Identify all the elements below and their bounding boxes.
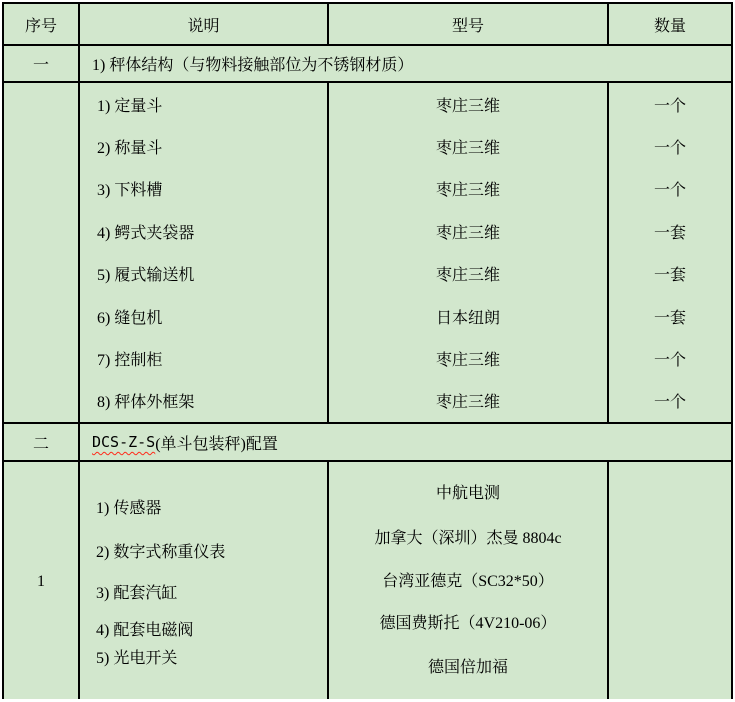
model-code-misspelled: DCS-Z-S xyxy=(92,433,156,451)
section1-serial-cell xyxy=(4,83,80,424)
row-one-description: 1) 秤体结构（与物料接触部位为不锈钢材质） xyxy=(80,46,731,83)
item-desc: 5) 光电开关 xyxy=(96,650,178,667)
item-model: 枣庄三维 xyxy=(435,267,500,285)
item-model: 德国倍加福 xyxy=(427,659,508,676)
item-qty: 一套 xyxy=(653,267,686,285)
item-desc: 1) 定量斗 xyxy=(97,97,163,115)
section1-description-cell xyxy=(80,83,329,424)
row-two-serial: 二 xyxy=(4,424,80,462)
section2-model-cell xyxy=(329,462,609,702)
item-model: 枣庄三维 xyxy=(435,182,500,200)
item-qty: 一个 xyxy=(653,97,686,115)
item-model: 加拿大（深圳）杰曼 8804c xyxy=(374,530,562,547)
item-desc: 6) 缝包机 xyxy=(97,309,163,327)
item-qty: 一个 xyxy=(653,182,686,200)
item-desc: 3) 下料槽 xyxy=(97,182,163,200)
row-two-description-text: (单斗包装秤)配置 xyxy=(155,435,278,453)
item-desc: 3) 配套汽缸 xyxy=(96,585,178,602)
item-desc: 2) 数字式称重仪表 xyxy=(96,544,226,561)
row-two-description xyxy=(80,424,731,462)
section2-description-cell xyxy=(80,462,329,702)
item-model: 中航电测 xyxy=(435,485,500,502)
equipment-spec-table xyxy=(2,2,733,702)
section2-quantity-cell xyxy=(609,462,731,702)
item-model: 枣庄三维 xyxy=(435,97,500,115)
item-model: 台湾亚德克（SC32*50） xyxy=(382,573,554,590)
item-desc: 7) 控制柜 xyxy=(97,351,163,369)
item-qty: 一个 xyxy=(653,351,686,369)
header-quantity: 数量 xyxy=(609,4,731,46)
item-model: 枣庄三维 xyxy=(435,394,500,412)
section1-quantity-cell xyxy=(609,83,731,424)
item-model: 枣庄三维 xyxy=(435,140,500,158)
item-desc: 1) 传感器 xyxy=(96,500,162,517)
section2-serial-cell: 1 xyxy=(4,462,80,702)
header-description: 说明 xyxy=(80,4,329,46)
item-qty: 一套 xyxy=(653,224,686,242)
section1-model-cell xyxy=(329,83,609,424)
item-desc: 5) 履式输送机 xyxy=(97,267,195,285)
item-qty: 一个 xyxy=(653,140,686,158)
item-desc: 8) 秤体外框架 xyxy=(97,394,195,412)
item-desc: 4) 鳄式夹袋器 xyxy=(97,224,195,242)
row-one-serial: 一 xyxy=(4,46,80,83)
item-model: 枣庄三维 xyxy=(435,351,500,369)
item-qty: 一个 xyxy=(653,394,686,412)
header-serial-no: 序号 xyxy=(4,4,80,46)
item-desc: 4) 配套电磁阀 xyxy=(96,622,194,639)
item-desc: 2) 称量斗 xyxy=(97,140,163,158)
item-model: 德国费斯托（4V210-06） xyxy=(379,615,557,632)
item-qty: 一套 xyxy=(653,309,686,327)
header-model: 型号 xyxy=(329,4,609,46)
item-model: 日本纽朗 xyxy=(435,309,500,327)
item-model: 枣庄三维 xyxy=(435,224,500,242)
